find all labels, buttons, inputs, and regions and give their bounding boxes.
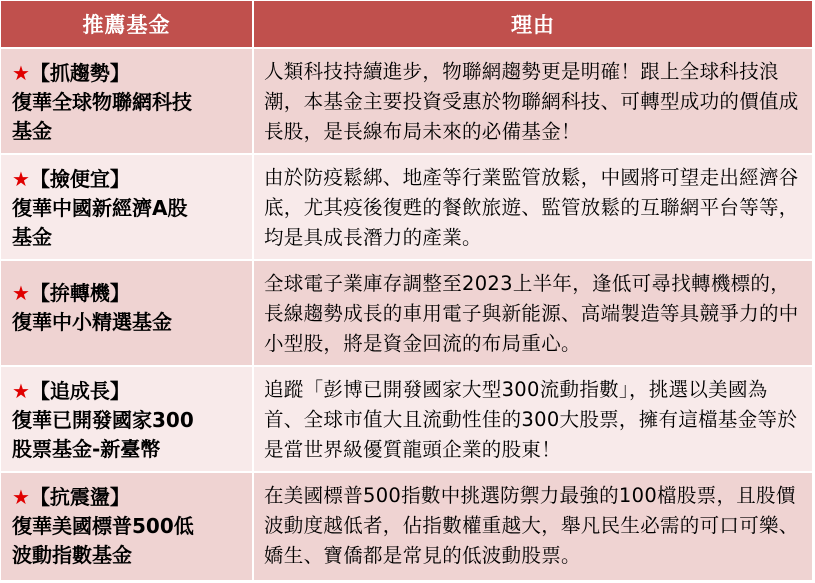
fund-tag: 【拚轉機】	[29, 281, 130, 305]
fund-name-line1: 復華已開發國家300	[12, 408, 194, 432]
table-row-4-reason-cell	[254, 367, 812, 471]
fund-reason: 人類科技持續進步，物聯網趨勢更是明確！跟上全球科技浪潮，本基金主要投資受惠於物聯網科技、可轉型成功的價值成長股，是長線布局未來的必備基金！	[264, 60, 799, 143]
fund-name-line2: 基金	[12, 225, 52, 249]
star-icon: ★	[12, 379, 30, 403]
star-icon: ★	[12, 167, 30, 191]
fund-reason: 在美國標普500指數中挑選防禦力最強的100檔股票，且股價波動度越低者，佔指數權重越大，舉凡民生必需的可口可樂、嬌生、寶僑都是常見的低波動股票。	[264, 484, 799, 567]
header-reason: 理由	[254, 1, 812, 47]
star-icon: ★	[12, 485, 30, 509]
table-row-1-fund-cell	[1, 49, 252, 153]
table-row-5-fund-cell	[1, 473, 252, 580]
star-icon: ★	[12, 281, 30, 305]
table-row-2-fund-cell	[1, 155, 252, 259]
fund-name-line1: 復華美國標普500低	[12, 514, 194, 538]
table-row-5-reason-cell	[254, 473, 812, 580]
table-row-3-reason-cell	[254, 261, 812, 365]
fund-tag: 【撿便宜】	[29, 167, 130, 191]
table-row-3-fund-cell	[1, 261, 252, 365]
fund-tag: 【抗震盪】	[29, 485, 130, 509]
fund-reason: 追蹤「彭博已開發國家大型300流動指數」，挑選以美國為首、全球市值大且流動性佳的300大股票，擁有這檔基金等於是當世界級優質龍頭企業的股東！	[264, 378, 798, 461]
table-row-4-fund-cell	[1, 367, 252, 471]
star-icon: ★	[12, 61, 30, 85]
fund-tag: 【追成長】	[29, 379, 130, 403]
fund-name-line1: 復華中國新經濟A股	[12, 196, 188, 220]
fund-name-line1: 復華全球物聯網科技	[12, 90, 192, 114]
fund-name-line1: 復華中小精選基金	[12, 310, 172, 334]
fund-reason: 全球電子業庫存調整至2023上半年，逢低可尋找轉機標的，長線趨勢成長的車用電子與新能源、高端製造等具競爭力的中小型股，將是資金回流的布局重心。	[264, 272, 799, 355]
fund-name-line2: 基金	[12, 119, 52, 143]
table-row-2-reason-cell	[254, 155, 812, 259]
fund-name-line2: 波動指數基金	[12, 543, 132, 567]
fund-table	[1, 1, 812, 580]
fund-reason: 由於防疫鬆綁、地產等行業監管放鬆，中國將可望走出經濟谷底，尤其疫後復甦的餐飲旅遊、監管放鬆的互聯網平台等等，均是具成長潛力的產業。	[264, 166, 799, 249]
header-recommended-fund: 推薦基金	[1, 1, 252, 47]
table-row-1-reason-cell	[254, 49, 812, 153]
fund-tag: 【抓趨勢】	[29, 61, 130, 85]
fund-name-line2: 股票基金-新臺幣	[12, 437, 161, 461]
